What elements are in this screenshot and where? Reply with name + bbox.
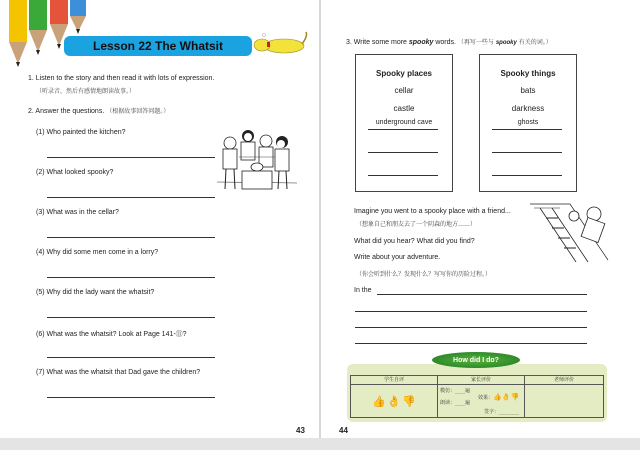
word: bats xyxy=(520,86,536,95)
effect-label: 效果： xyxy=(478,395,494,401)
question-4: (4) Why did some men come in a lorry? xyxy=(36,249,159,256)
imitate-field[interactable]: 模仿：____遍 xyxy=(440,388,471,394)
answer-line-4[interactable] xyxy=(47,277,215,278)
sign-label: 签字： xyxy=(484,409,500,415)
section-3-heading xyxy=(346,37,552,46)
section-3-suffix: words. xyxy=(433,39,456,46)
word: darkness xyxy=(511,104,545,113)
answer-line-3[interactable] xyxy=(47,237,215,238)
section-3-cn-suffix: 有关的词。） xyxy=(516,39,552,46)
left-page xyxy=(0,0,319,438)
page-number-right: 44 xyxy=(339,426,348,435)
writing-start: In the xyxy=(354,287,372,294)
section-3-cn-emph: spooky xyxy=(495,40,517,46)
instruction-1-cn: （听录音，然后有感情地朗读故事。） xyxy=(36,88,136,95)
effect-hands-icon[interactable]: 👍👌👎 xyxy=(493,393,520,401)
question-5: (5) Why did the lady want the whatsit? xyxy=(36,289,155,296)
col-parent: 家长评价 xyxy=(438,376,525,385)
answer-line-7[interactable] xyxy=(47,397,215,398)
word-line[interactable] xyxy=(492,175,562,176)
question-6: (6) What was the whatsit? Look at Page 141-⑪? xyxy=(36,331,187,338)
answer-line-2[interactable] xyxy=(47,197,215,198)
spooky-things-box xyxy=(479,54,577,192)
sleeping-dog-icon xyxy=(252,30,308,54)
imagine-line-2: What did you hear? What did you find? xyxy=(354,238,475,245)
question-1: (1) Who painted the kitchen? xyxy=(36,129,126,136)
answer-line-6[interactable] xyxy=(47,357,215,358)
writing-line[interactable] xyxy=(377,294,587,295)
section-3-prefix: 3. Write some more xyxy=(346,39,409,46)
question-2: (2) What looked spooky? xyxy=(36,169,114,176)
instruction-1: 1. Listen to the story and then read it with lots of expression. xyxy=(28,75,215,82)
word-line[interactable] xyxy=(492,152,562,153)
page-number-left: 43 xyxy=(296,426,305,435)
lesson-title: Lesson 22 The Whatsit xyxy=(64,36,252,56)
evaluation-table xyxy=(350,375,604,418)
instruction-2 xyxy=(28,106,169,115)
spooky-places-box xyxy=(355,54,453,192)
filled-word: ghosts xyxy=(517,119,539,126)
word: castle xyxy=(393,104,415,113)
writing-line[interactable] xyxy=(355,311,587,312)
imagine-line-1-cn: （想象自己和朋友去了一个阴森的地方……） xyxy=(356,221,477,228)
imagine-line-3-cn: （你会听到什么？发现什么？写写你的历险过程。） xyxy=(356,271,492,278)
thumbs-up-icon[interactable]: 👍 xyxy=(372,395,386,408)
answer-line-1[interactable] xyxy=(47,157,215,158)
instruction-2-en: 2. Answer the questions. xyxy=(28,108,105,115)
ladder-illustration xyxy=(530,202,610,264)
effect-field xyxy=(478,393,519,401)
col-student-self: 学生自评 xyxy=(351,376,438,385)
imagine-line-3: Write about your adventure. xyxy=(354,254,441,261)
section-3-cn-prefix: （再写一些与 xyxy=(457,39,496,46)
box-title: Spooky things xyxy=(500,69,556,78)
unit-label: 遍 xyxy=(465,400,471,406)
box-title: Spooky places xyxy=(375,69,433,78)
student-rating-cell xyxy=(351,385,438,418)
sign-field[interactable]: 签字：________ xyxy=(484,409,520,415)
imitate-label: 模仿： xyxy=(440,388,456,394)
question-3: (3) What was in the cellar? xyxy=(36,209,119,216)
instruction-2-cn: （根据故事回答问题。） xyxy=(106,108,170,115)
word-line[interactable] xyxy=(368,175,438,176)
word-line[interactable] xyxy=(492,129,562,130)
imagine-line-1: Imagine you went to a spooky place with a friend... xyxy=(354,208,511,215)
col-teacher: 老师评价 xyxy=(525,376,604,385)
question-7: (7) What was the whatsit that Dad gave the children? xyxy=(36,369,201,376)
ok-hand-icon[interactable]: 👌 xyxy=(387,395,401,408)
writing-line[interactable] xyxy=(355,343,587,344)
section-3-emph: spooky xyxy=(408,39,434,46)
parent-rating-cell xyxy=(438,385,525,418)
teacher-rating-cell xyxy=(525,385,604,418)
word-line[interactable] xyxy=(368,152,438,153)
read-label: 朗读： xyxy=(440,400,456,406)
viewer-bottom-strip xyxy=(0,438,640,450)
thumbs-down-icon[interactable]: 👎 xyxy=(402,395,416,408)
word: cellar xyxy=(394,86,414,95)
answer-line-5[interactable] xyxy=(47,317,215,318)
word-line[interactable] xyxy=(368,129,438,130)
children-illustration xyxy=(217,127,297,197)
how-did-i-do-badge: How did I do? xyxy=(432,352,520,368)
writing-line[interactable] xyxy=(355,327,587,328)
unit-label: 遍 xyxy=(465,388,471,394)
read-field[interactable]: 朗读：____遍 xyxy=(440,400,471,406)
filled-word: underground cave xyxy=(375,119,433,126)
